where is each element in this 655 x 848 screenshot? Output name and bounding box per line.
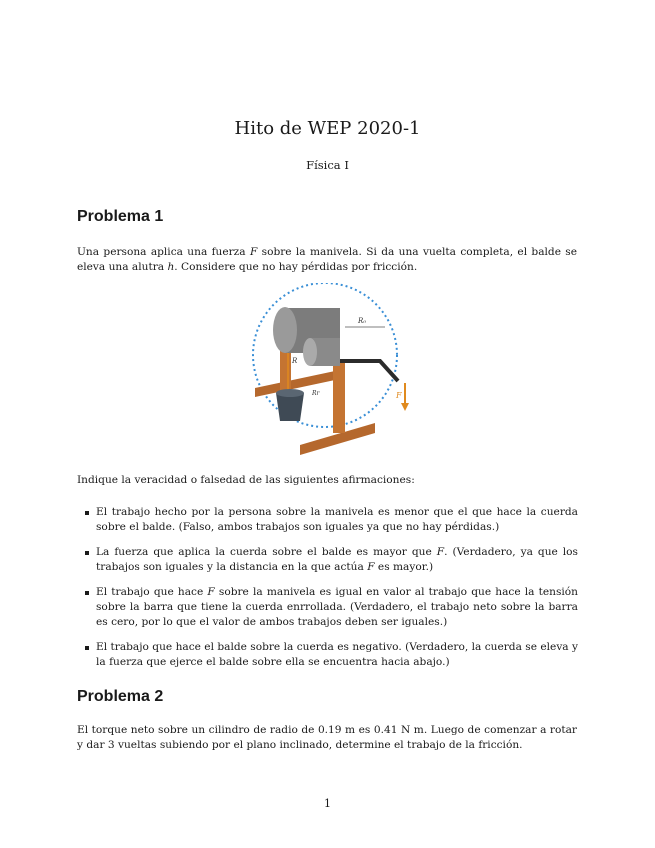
r-label: R xyxy=(292,357,298,365)
statement-list xyxy=(96,505,578,680)
radius-label: R₀ xyxy=(358,317,367,325)
list-item: El trabajo que hace el balde sobre la cuerda es negativo. (Verdadero, la cuerda se eleva y la fuerza que ejerce el balde sobre ella se encuentra hacia abajo.) xyxy=(96,640,578,670)
problem-1-heading: Problema 1 xyxy=(77,208,164,225)
post-right xyxy=(333,361,345,433)
page-title: Hito de WEP 2020-1 xyxy=(234,118,421,139)
list-item: El trabajo que hace F sobre la manivela es igual en valor al trabajo que hace la tensión sobre la barra que tiene la cuerda enrrollada. (Verdadero, el trabajo neto sobre la barra es cero, por lo que el valor de ambos trabajos deben ser iguales.) xyxy=(96,585,578,630)
windlass-figure xyxy=(250,283,410,455)
list-item: La fuerza que aplica la cuerda sobre el balde es mayor que F. (Verdadero, ya que los trabajos son iguales y la distancia en la que actúa F es mayor.) xyxy=(96,545,578,575)
problem-2-text: El torque neto sobre un cilindro de radio de 0.19 m es 0.41 N m. Luego de comenzar a rotar y dar 3 vueltas subiendo por el plano inclinado, determine el trabajo de la fricción. xyxy=(77,724,577,751)
course-subtitle: Física I xyxy=(306,158,349,172)
page-number: 1 xyxy=(324,797,331,810)
bullet-icon xyxy=(85,646,89,650)
drum-end xyxy=(273,307,297,353)
bullet-icon xyxy=(85,591,89,595)
rr-label: Rr xyxy=(312,390,320,397)
bullet-icon xyxy=(85,511,89,515)
problem-1-intro: Una persona aplica una fuerza F sobre la manivela. Si da una vuelta completa, el balde se eleva una alutra h. Considere que no hay pérdidas por fricción. xyxy=(77,246,578,273)
force-label: F xyxy=(396,391,402,400)
problem-1-instruction: Indique la veracidad o falsedad de las siguientes afirmaciones: xyxy=(77,474,415,486)
list-item: El trabajo hecho por la persona sobre la manivela es menor que el que hace la cuerda sobre el balde. (Falso, ambos trabajos son iguales ya que no hay pérdidas.) xyxy=(96,505,578,535)
crank-handle xyxy=(340,361,398,381)
bullet-icon xyxy=(85,551,89,555)
problem-2-heading: Problema 2 xyxy=(77,688,164,705)
bucket xyxy=(276,393,304,421)
